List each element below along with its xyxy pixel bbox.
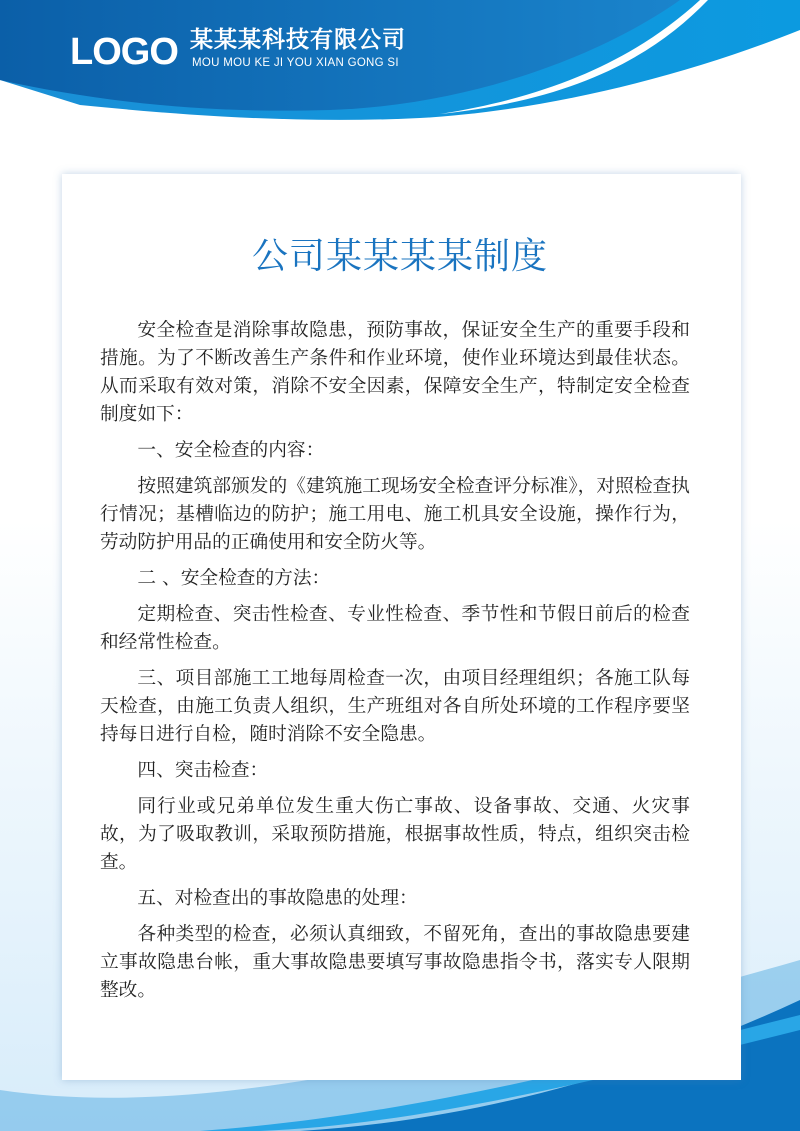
paragraph: 三、项目部施工工地每周检查一次，由项目经理组织；各施工队每天检查，由施工负责人组织，生产班组对各自所处环境的工作程序要坚持每日进行自检，随时消除不安全隐患。 (100, 668, 690, 745)
logo: LOGO (70, 31, 178, 73)
document-title: 公司某某某某制度 (251, 236, 548, 277)
paragraph: 按照建筑部颁发的《建筑施工现场安全检查评分标准》，对照检查执行情况；基槽临边的防护；施工用电、施工机具安全设施，操作行为，劳动防护用品的正确使用和安全防火等。 (100, 476, 690, 553)
section-heading: 一、安全检查的内容： (137, 440, 325, 461)
section-heading: 五、对检查出的事故隐患的处理： (137, 888, 418, 909)
section-heading: 二 、安全检查的方法： (137, 568, 331, 589)
section-heading: 四、突击检查： (137, 760, 269, 781)
document-body (100, 317, 690, 1013)
paragraph-intro: 安全检查是消除事故隐患，预防事故，保证安全生产的重要手段和措施。为了不断改善生产条件和作业环境，使作业环境达到最佳状态。从而采取有效对策，消除不安全因素，保障安全生产，特制定安全检查制度如下： (100, 320, 690, 425)
company-name: 某某某科技有限公司 (190, 26, 406, 52)
company-pinyin: MOU MOU KE JI YOU XIAN GONG SI (192, 57, 399, 69)
paragraph: 定期检查、突击性检查、专业性检查、季节性和节假日前后的检查和经常性检查。 (100, 604, 690, 653)
paragraph: 同行业或兄弟单位发生重大伤亡事故、设备事故、交通、火灾事故，为了吸取教训，采取预防措施，根据事故性质，特点，组织突击检查。 (100, 796, 690, 873)
paragraph: 各种类型的检查，必须认真细致，不留死角，查出的事故隐患要建立事故隐患台帐，重大事故隐患要填写事故隐患指令书，落实专人限期整改。 (100, 924, 690, 1001)
